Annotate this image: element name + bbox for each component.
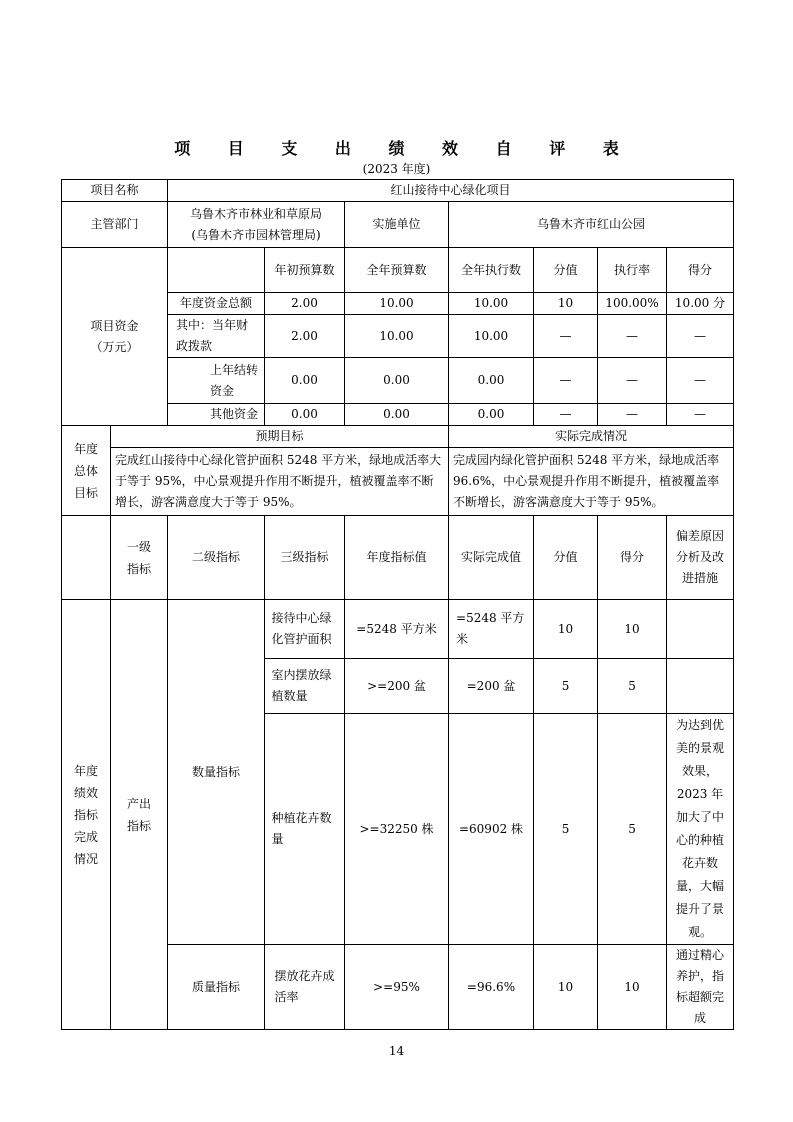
funds-cell: 10.00 bbox=[345, 315, 449, 358]
indicator-actual: =60902 株 bbox=[449, 714, 534, 945]
indicator-note: 通过精心养护，指标超额完成 bbox=[667, 945, 734, 1030]
funds-col-4: 执行率 bbox=[598, 248, 667, 293]
indicator-target: >=95% bbox=[345, 945, 449, 1030]
indicator-got: 10 bbox=[598, 600, 667, 659]
ind-header-got: 得分 bbox=[598, 516, 667, 600]
indicator-name: 室内摆放绿植数量 bbox=[265, 659, 345, 714]
goal-actual-text: 完成园内绿化管护面积 5248 平方米，绿地成活率 96.6%，中心景观提升作用不断提升，植被覆盖率不断增长，游客满意度大于等于 95%。 bbox=[449, 448, 734, 516]
output-label: 产出指标 bbox=[111, 600, 168, 1030]
indicator-note bbox=[667, 659, 734, 714]
funds-col-2: 全年执行数 bbox=[449, 248, 534, 293]
funds-cell: 10.00 bbox=[449, 315, 534, 358]
funds-cell: — bbox=[667, 315, 734, 358]
funds-cell: 0.00 bbox=[449, 404, 534, 426]
indicator-got: 10 bbox=[598, 945, 667, 1030]
funds-col-1: 全年预算数 bbox=[345, 248, 449, 293]
funds-cell: 0.00 bbox=[345, 404, 449, 426]
funds-col-5: 得分 bbox=[667, 248, 734, 293]
dept-line1: 乌鲁木齐市林业和草原局 bbox=[190, 206, 323, 221]
funds-col-0: 年初预算数 bbox=[265, 248, 345, 293]
quality-label: 质量指标 bbox=[168, 945, 265, 1030]
funds-blank-header bbox=[168, 248, 265, 293]
funds-cell: 2.00 bbox=[265, 315, 345, 358]
impl-label: 实施单位 bbox=[345, 202, 449, 248]
ind-header-actual: 实际完成值 bbox=[449, 516, 534, 600]
funds-label: 项目资金（万元） bbox=[62, 248, 168, 426]
funds-cell: — bbox=[534, 404, 598, 426]
funds-cell: 0.00 bbox=[265, 404, 345, 426]
indicator-got: 5 bbox=[598, 659, 667, 714]
funds-cell: 10.00 分 bbox=[667, 293, 734, 315]
indicator-actual: =200 盆 bbox=[449, 659, 534, 714]
ind-header-note: 偏差原因分析及改进措施 bbox=[667, 516, 734, 600]
indicator-note bbox=[667, 600, 734, 659]
dept-label: 主管部门 bbox=[62, 202, 168, 248]
ind-header-level2: 二级指标 bbox=[168, 516, 265, 600]
indicator-target: >=32250 株 bbox=[345, 714, 449, 945]
funds-cell: 0.00 bbox=[345, 358, 449, 404]
indicator-score: 10 bbox=[534, 945, 598, 1030]
funds-cell: — bbox=[667, 358, 734, 404]
indicator-score: 5 bbox=[534, 714, 598, 945]
project-name-value: 红山接待中心绿化项目 bbox=[168, 180, 734, 202]
indicator-actual: =5248 平方米 bbox=[449, 600, 534, 659]
indicator-target: >=200 盆 bbox=[345, 659, 449, 714]
indicator-note: 为达到优美的景观效果，2023 年加大了中心的种植花卉数量，大幅提升了景观。 bbox=[667, 714, 734, 945]
ind-header-target: 年度指标值 bbox=[345, 516, 449, 600]
dept-line2: (乌鲁木齐市园林管理局) bbox=[191, 227, 321, 242]
indicator-name: 接待中心绿化管护面积 bbox=[265, 600, 345, 659]
dept-value bbox=[168, 202, 345, 248]
goal-expected-text: 完成红山接待中心绿化管护面积 5248 平方米，绿地成活率大于等于 95%，中心景观提升作用不断提升，植被覆盖率不断增长，游客满意度大于等于 95%。 bbox=[111, 448, 449, 516]
page-number: 14 bbox=[388, 1044, 405, 1058]
funds-cell: 10 bbox=[534, 293, 598, 315]
indicator-name: 摆放花卉成活率 bbox=[265, 945, 345, 1030]
project-name-label: 项目名称 bbox=[62, 180, 168, 202]
funds-cell: 100.00% bbox=[598, 293, 667, 315]
indicator-target: =5248 平方米 bbox=[345, 600, 449, 659]
performance-table bbox=[61, 179, 734, 1030]
indicator-name: 种植花卉数量 bbox=[265, 714, 345, 945]
funds-cell: 0.00 bbox=[265, 358, 345, 404]
page-title: 项 目 支 出 绩 效 自 评 表 bbox=[174, 139, 635, 158]
indicator-actual: =96.6% bbox=[449, 945, 534, 1030]
funds-cell: — bbox=[598, 404, 667, 426]
funds-row-label: 年度资金总额 bbox=[168, 293, 265, 315]
funds-cell: 10.00 bbox=[449, 293, 534, 315]
ind-header-level3: 三级指标 bbox=[265, 516, 345, 600]
year-subtitle: (2023 年度) bbox=[362, 162, 431, 176]
funds-row-label: 其中：当年财政拨款 bbox=[168, 315, 265, 358]
impl-value: 乌鲁木齐市红山公园 bbox=[449, 202, 734, 248]
ind-header-level1: 一级指标 bbox=[111, 516, 168, 600]
goal-expected-header: 预期目标 bbox=[111, 426, 449, 448]
funds-cell: — bbox=[598, 315, 667, 358]
indicator-score: 5 bbox=[534, 659, 598, 714]
funds-row-label: 其他资金 bbox=[168, 404, 265, 426]
funds-row-label: 上年结转资金 bbox=[168, 358, 265, 404]
indicator-score: 10 bbox=[534, 600, 598, 659]
indicator-got: 5 bbox=[598, 714, 667, 945]
quantity-label: 数量指标 bbox=[168, 600, 265, 945]
goal-actual-header: 实际完成情况 bbox=[449, 426, 734, 448]
funds-cell: — bbox=[534, 358, 598, 404]
ind-header-score: 分值 bbox=[534, 516, 598, 600]
funds-cell: 2.00 bbox=[265, 293, 345, 315]
annual-goal-label: 年度总体目标 bbox=[62, 426, 111, 516]
funds-cell: — bbox=[534, 315, 598, 358]
indicator-blank-header bbox=[62, 516, 111, 600]
funds-col-3: 分值 bbox=[534, 248, 598, 293]
funds-cell: 10.00 bbox=[345, 293, 449, 315]
funds-cell: — bbox=[667, 404, 734, 426]
funds-cell: — bbox=[598, 358, 667, 404]
perf-label: 年度绩效指标完成情况 bbox=[62, 600, 111, 1030]
funds-cell: 0.00 bbox=[449, 358, 534, 404]
